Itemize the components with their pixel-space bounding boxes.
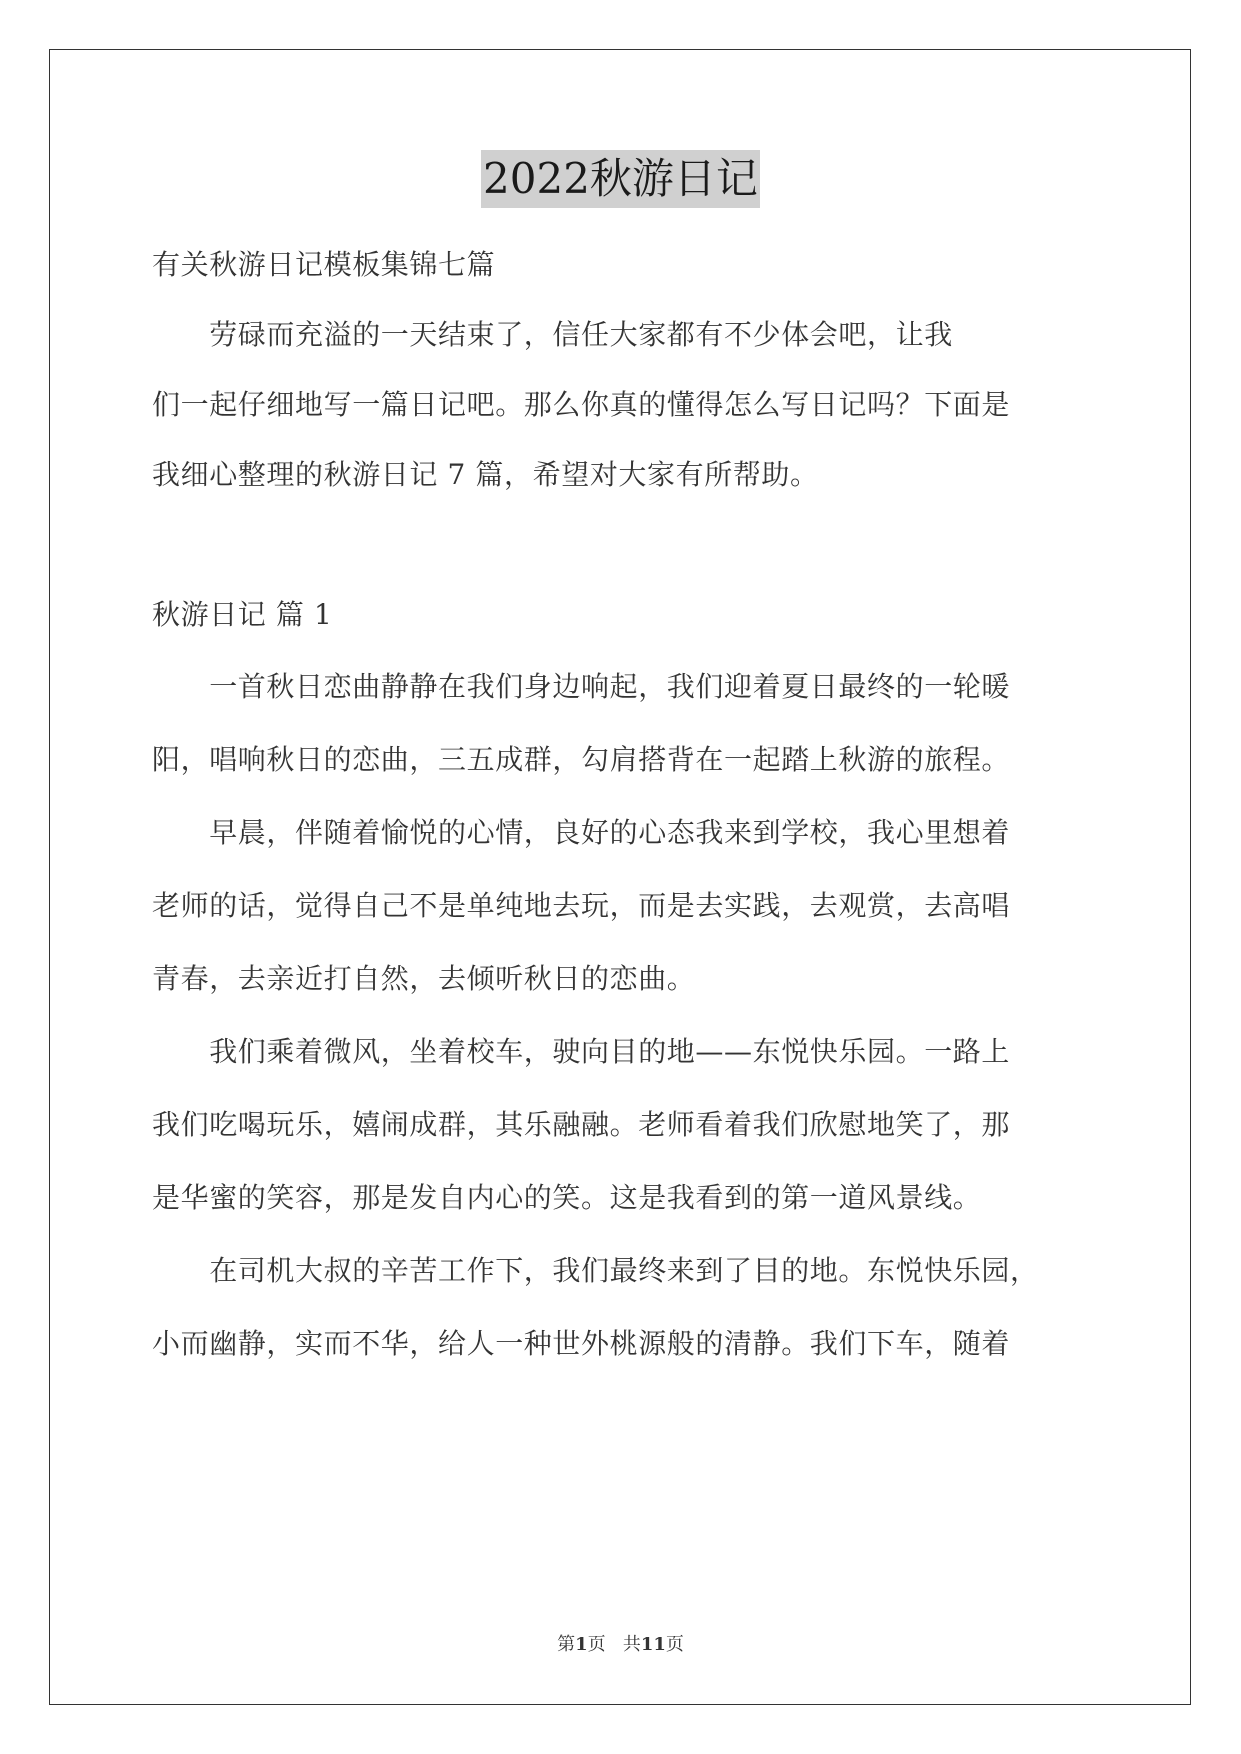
body-line-3: 早晨，伴随着愉悦的心情，良好的心态我来到学校，我心里想着 [152,816,1011,849]
intro-line-3: 我细心整理的秋游日记 7 篇，希望对大家有所帮助。 [152,458,819,491]
body-line-9: 在司机大叔的辛苦工作下，我们最终来到了目的地。东悦快乐园， [152,1254,1039,1287]
section-heading: 秋游日记 篇 1 [152,598,333,631]
footer-page-prefix: 第 [557,1634,576,1655]
body-line-10: 小而幽静，实而不华，给人一种世外桃源般的清静。我们下车，随着 [152,1327,1011,1360]
body-line-2: 阳，唱响秋日的恋曲，三五成群，勾肩搭背在一起踏上秋游的旅程。 [152,743,1011,776]
intro-line-2: 们一起仔细地写一篇日记吧。那么你真的懂得怎么写日记吗？下面是 [152,388,1011,421]
footer-total-suffix: 页 [665,1634,684,1655]
document-subtitle: 有关秋游日记模板集锦七篇 [152,248,496,281]
body-line-1: 一首秋日恋曲静静在我们身边响起，我们迎着夏日最终的一轮暖 [152,670,1011,703]
intro-line-1: 劳碌而充溢的一天结束了，信任大家都有不少体会吧，让我 [152,318,953,351]
footer-page-number: 1 [575,1634,588,1655]
body-line-4: 老师的话，觉得自己不是单纯地去玩，而是去实践，去观赏，去高唱 [152,889,1011,922]
footer-page-suffix: 页 [587,1634,606,1655]
page-footer [0,1630,1241,1656]
title-container [0,150,1241,208]
page-border [49,49,1191,1705]
footer-total-prefix: 共 [622,1634,641,1655]
document-title: 2022秋游日记 [481,150,760,208]
body-line-8: 是华蜜的笑容，那是发自内心的笑。这是我看到的第一道风景线。 [152,1181,982,1214]
body-line-6: 我们乘着微风，坐着校车，驶向目的地——东悦快乐园。一路上 [152,1035,1011,1068]
body-line-5: 青春，去亲近打自然，去倾听秋日的恋曲。 [152,962,696,995]
footer-total-pages: 11 [640,1634,666,1655]
body-line-7: 我们吃喝玩乐，嬉闹成群，其乐融融。老师看着我们欣慰地笑了，那 [152,1108,1011,1141]
